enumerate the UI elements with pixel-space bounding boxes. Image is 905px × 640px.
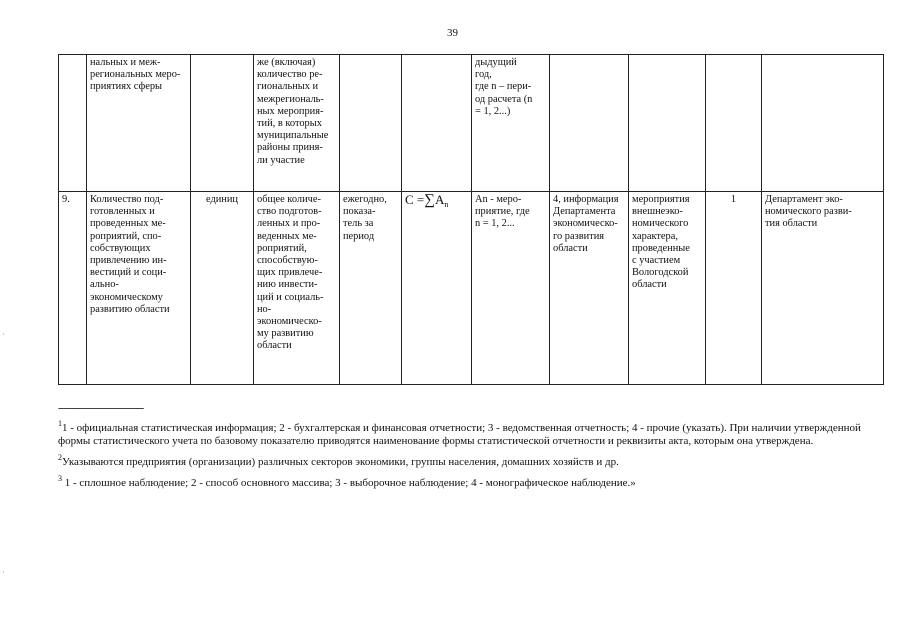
footnote-separator: -------------------------------- xyxy=(58,402,144,414)
page-number: 39 xyxy=(447,27,458,39)
cell-variables: An - меро- приятие, где n = 1, 2... xyxy=(472,192,550,385)
cell-indicator-name: Количество под- готовленных и проведенных ме- роприятий, спо- собствующих привлечению ин- вестиций и соци- ально- экономическому развитию области xyxy=(87,192,191,385)
cell-periodicity: ежегодно, показа- тель за период xyxy=(340,192,402,385)
cell-formula xyxy=(402,192,472,385)
footnote-2 xyxy=(58,451,884,469)
cell-observation-unit: 1 xyxy=(706,192,762,385)
footnote-mark: 3 xyxy=(58,474,62,483)
footnote-mark: 2 xyxy=(58,453,62,462)
scan-artifact: · xyxy=(2,568,5,577)
cell-unit xyxy=(191,55,254,192)
cell-responsible xyxy=(762,55,884,192)
formula-subscript: n xyxy=(444,200,449,209)
cell-method xyxy=(629,55,706,192)
footnote-text: 1 - официальная статистическая информация; 2 - бухгалтерская и финансовая отчетности; 3 - ведомственная отчетность; 4 - прочие (указать). При наличии утвержденной формы статистического учета по базовому показателю приводятся наименование формы статистической отчетности и реквизиты акта, которым она утверждена. xyxy=(58,422,861,447)
cell-formula xyxy=(402,55,472,192)
cell-method: мероприятия внешнеэко- номического характера, проведенные с участием Вологодской области xyxy=(629,192,706,385)
cell-definition: же (включая) количество ре- гиональных и межрегиональ- ных мероприя- тий, в которых муниципальные районы приня- ли участие xyxy=(254,55,340,192)
footnote-mark: 1 xyxy=(58,419,62,428)
formula-term: A xyxy=(434,192,445,207)
cell-indicator-name: нальных и меж- региональных меро- приятиях сферы xyxy=(87,55,191,192)
cell-source xyxy=(550,55,629,192)
footnote-1 xyxy=(58,417,884,448)
footnote-3 xyxy=(58,472,884,490)
table-row xyxy=(59,55,884,192)
cell-definition: общее количе- ство подготов- ленных и про- веденных ме- роприятий, способствую- щих привлече- нию инвести- ций и социаль- но- экономическо- му развитию области xyxy=(254,192,340,385)
table-row xyxy=(59,192,884,385)
cell-num: 9. xyxy=(59,192,87,385)
cell-unit: единиц xyxy=(191,192,254,385)
cell-source: 4, информация Департамента экономическо- го развития области xyxy=(550,192,629,385)
cell-periodicity xyxy=(340,55,402,192)
footnote-text: 1 - сплошное наблюдение; 2 - способ основного массива; 3 - выборочное наблюдение; 4 - монографическое наблюдение.» xyxy=(62,477,636,489)
cell-num xyxy=(59,55,87,192)
cell-variables: дыдущий год, где n – пери- од расчета (n = 1, 2...) xyxy=(472,55,550,192)
footnote-text: Указываются предприятия (организации) различных секторов экономики, группы населения, домашних хозяйств и др. xyxy=(62,456,619,468)
indicators-table xyxy=(58,54,884,385)
scan-artifact: · xyxy=(2,330,5,339)
footnotes xyxy=(58,402,884,493)
formula-equals: = xyxy=(416,192,425,207)
formula-sum-sign: ∑ xyxy=(424,192,435,208)
cell-observation-unit xyxy=(706,55,762,192)
cell-responsible: Департамент эко- номического разви- тия области xyxy=(762,192,884,385)
formula-lhs: C xyxy=(405,192,414,207)
